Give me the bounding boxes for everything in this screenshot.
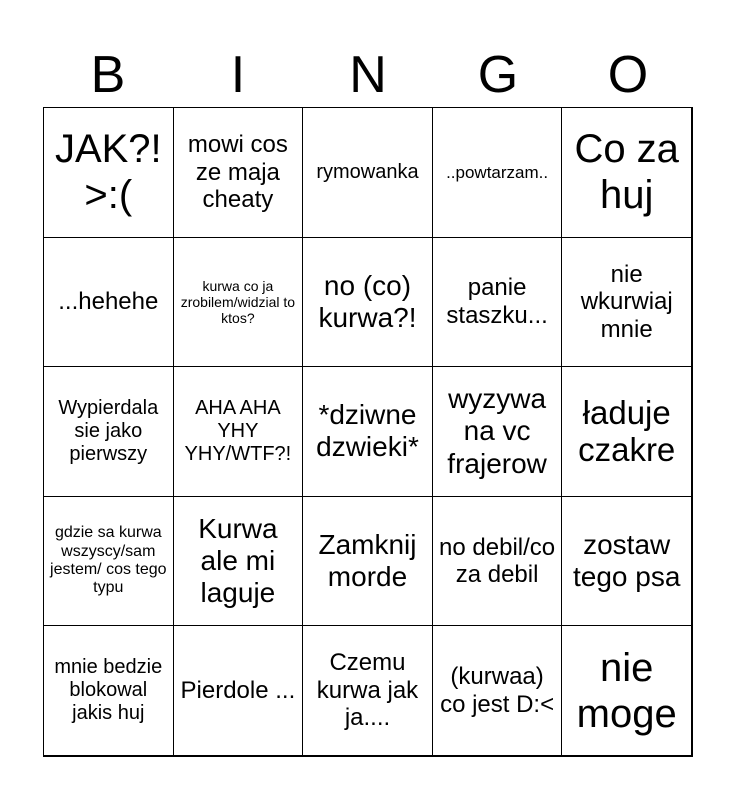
header-letter-n: N (349, 46, 387, 104)
bingo-cell[interactable]: zostaw tego psa (561, 496, 692, 627)
bingo-header (43, 42, 693, 108)
header-letter-b: B (90, 46, 126, 104)
bingo-cell[interactable]: ładuje czakre (561, 366, 692, 497)
bingo-cell[interactable]: Pierdole ... (173, 625, 304, 756)
bingo-cell[interactable]: Co za huj (561, 107, 692, 238)
bingo-cell[interactable]: Zamknij morde (302, 496, 433, 627)
bingo-cell[interactable]: no (co) kurwa?! (302, 237, 433, 368)
bingo-cell[interactable]: Kurwa ale mi laguje (173, 496, 304, 627)
bingo-cell[interactable]: ..powtarzam.. (432, 107, 563, 238)
bingo-cell[interactable]: nie moge (561, 625, 692, 756)
bingo-cell[interactable]: (kurwaa) co jest D:< (432, 625, 563, 756)
bingo-cell[interactable]: wyzywa na vc frajerow (432, 366, 563, 497)
bingo-cell[interactable]: mnie bedzie blokowal jakis huj (43, 625, 174, 756)
bingo-cell[interactable]: JAK?! >:( (43, 107, 174, 238)
bingo-cell[interactable]: ...hehehe (43, 237, 174, 368)
bingo-cell[interactable]: *dziwne dzwieki* (302, 366, 433, 497)
bingo-cell[interactable]: Czemu kurwa jak ja.... (302, 625, 433, 756)
bingo-cell[interactable]: AHA AHA YHY YHY/WTF?! (173, 366, 304, 497)
bingo-cell[interactable]: gdzie sa kurwa wszyscy/sam jestem/ cos tego typu (43, 496, 174, 627)
bingo-cell[interactable]: panie staszku... (432, 237, 563, 368)
bingo-cell[interactable]: Wypierdala sie jako pierwszy (43, 366, 174, 497)
header-letter-i: I (230, 46, 246, 104)
bingo-cell[interactable]: rymowanka (302, 107, 433, 238)
bingo-cell[interactable]: mowi cos ze maja cheaty (173, 107, 304, 238)
header-letter-o: O (607, 46, 649, 104)
bingo-cell[interactable]: kurwa co ja zrobilem/widzial to ktos? (173, 237, 304, 368)
bingo-grid (43, 107, 693, 757)
bingo-cell[interactable]: nie wkurwiaj mnie (561, 237, 692, 368)
header-letter-g: G (477, 46, 519, 104)
bingo-cell[interactable]: no debil/co za debil (432, 496, 563, 627)
